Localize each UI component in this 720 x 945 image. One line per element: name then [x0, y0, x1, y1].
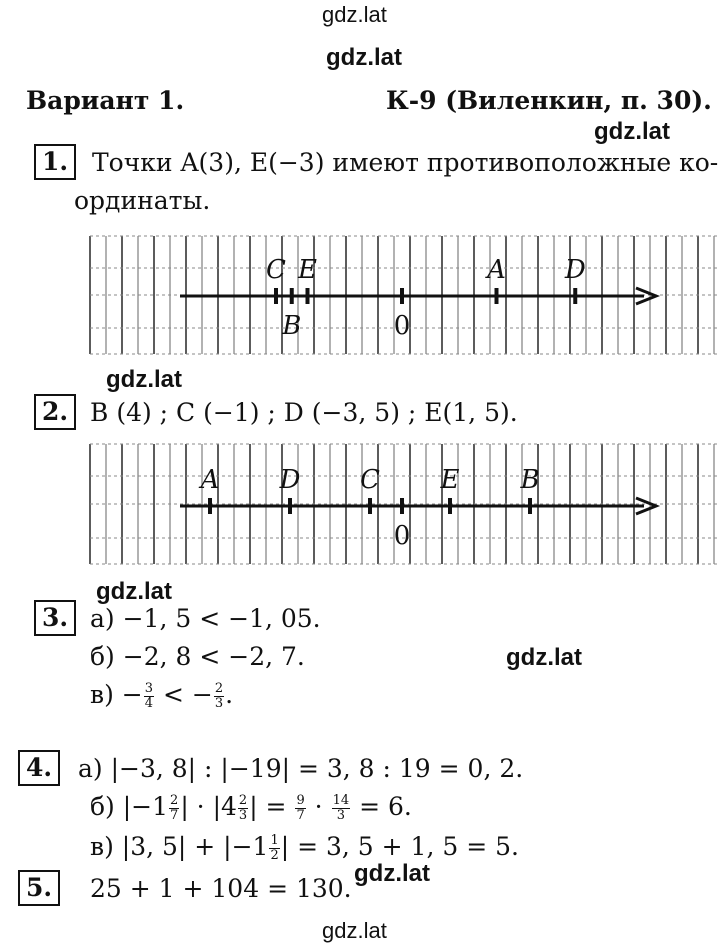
- task5-number-box: [18, 870, 60, 906]
- watermark: gdz.lat: [322, 918, 387, 943]
- watermark: gdz.lat: [106, 366, 182, 393]
- watermark: gdz.lat: [326, 44, 402, 71]
- task-number: 5.: [18, 870, 60, 906]
- task3-c: в) − $\frac{3}{4}$ < − $\frac{2}{3}$ .: [90, 680, 234, 711]
- watermark: gdz.lat: [96, 578, 172, 605]
- point-label: B: [282, 311, 302, 341]
- number-line-2: [88, 440, 720, 570]
- point-label: A: [487, 255, 506, 285]
- watermark: gdz.lat: [322, 2, 387, 27]
- task-number: 2.: [34, 394, 76, 430]
- variant-title: Вариант 1.: [26, 86, 185, 115]
- watermark: gdz.lat: [354, 860, 430, 887]
- task-number: 1.: [34, 144, 76, 180]
- task3-number-box: [34, 600, 76, 636]
- point-label: D: [564, 255, 586, 285]
- task4-b: б) |−1 $\frac{2}{7}$ | · |4 $\frac{2}{3}$ | = $\frac{9}{7}$ · $\frac{14}{3}$ = 6.: [90, 792, 412, 823]
- task1-number-box: [34, 144, 76, 180]
- task-number: 3.: [34, 600, 76, 636]
- point-label: C: [266, 255, 286, 285]
- point-label: D: [279, 465, 301, 495]
- point-label: E: [298, 255, 317, 285]
- task-number: 4.: [18, 750, 60, 786]
- task3-a: а) −1, 5 < −1, 05.: [90, 604, 321, 633]
- point-label: B: [520, 465, 540, 495]
- number-line-1: [88, 232, 720, 360]
- task1-text: ординаты.: [74, 186, 211, 215]
- source-title: К-9 (Виленкин, п. 30).: [386, 86, 712, 115]
- task2-number-box: [34, 394, 76, 430]
- watermark: gdz.lat: [506, 644, 582, 671]
- point-label: C: [360, 465, 380, 495]
- task2-text: B (4) ; C (−1) ; D (−3, 5) ; E(1, 5).: [90, 398, 518, 427]
- point-label: 0: [393, 311, 411, 341]
- watermark: gdz.lat: [594, 118, 670, 145]
- task5-text: 25 + 1 + 104 = 130.: [90, 874, 352, 903]
- point-label: 0: [393, 521, 411, 551]
- task4-a: а) |−3, 8| : |−19| = 3, 8 : 19 = 0, 2.: [78, 754, 524, 783]
- task4-c: в) |3, 5| + |−1 $\frac{1}{2}$ | = 3, 5 + 1, 5 = 5.: [90, 832, 519, 863]
- task3-b: б) −2, 8 < −2, 7.: [90, 642, 305, 671]
- task4-number-box: [18, 750, 60, 786]
- point-label: E: [440, 465, 460, 495]
- point-label: A: [200, 465, 220, 495]
- task1-text: Точки A(3), E(−3) имеют противоположные ко-: [92, 148, 719, 177]
